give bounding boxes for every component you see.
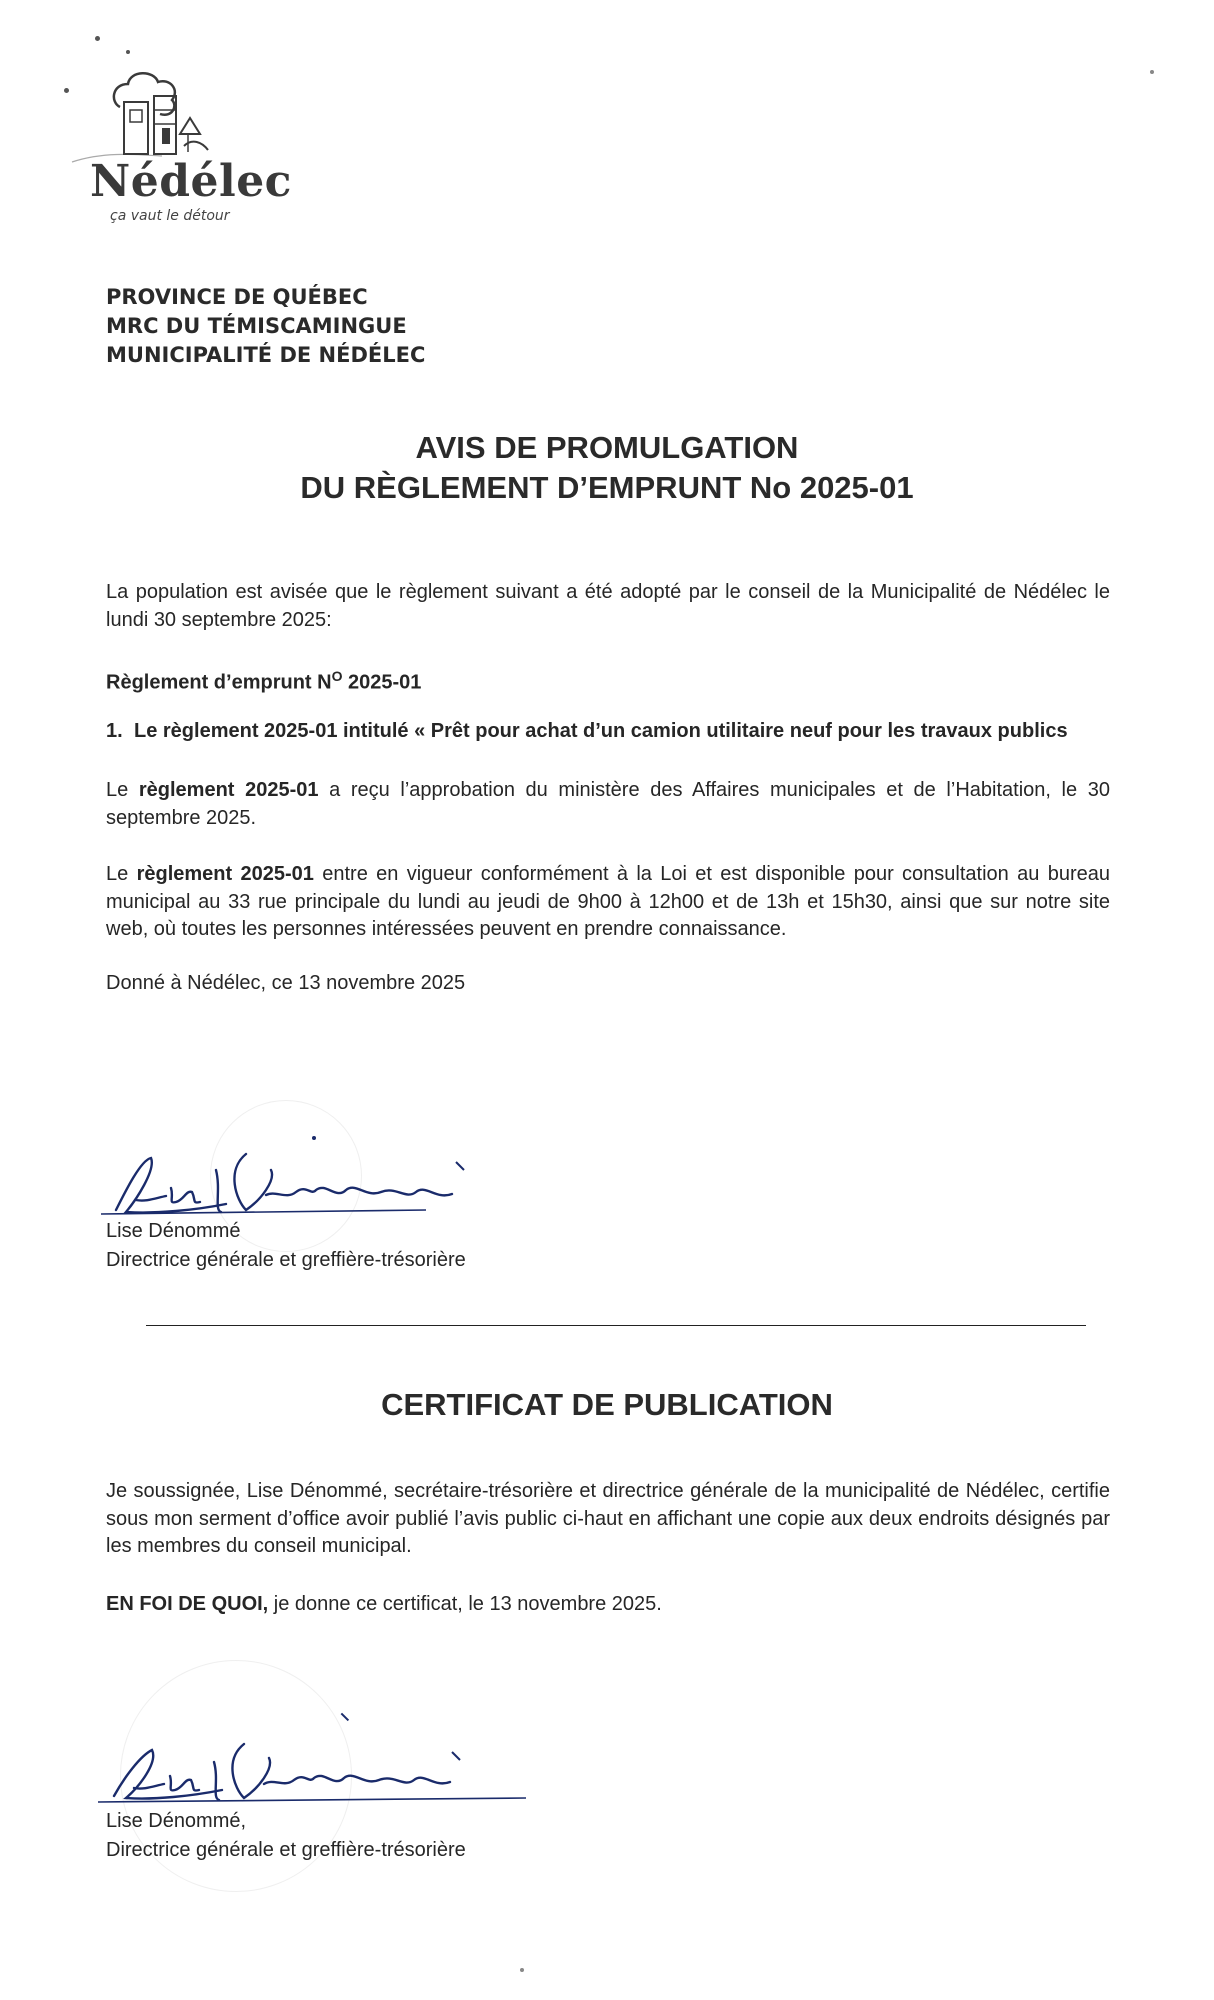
logo-wordmark: Nédélec — [90, 156, 292, 207]
scan-speck — [520, 1968, 524, 1972]
certificate-attestation — [106, 1591, 1110, 1619]
list-item-number: 1. — [106, 720, 123, 742]
reglement-heading — [106, 663, 1110, 697]
notice-title — [0, 428, 1214, 508]
reglement-superscript: O — [331, 668, 343, 684]
vigueur-paragraph — [106, 861, 1110, 944]
approval-prefix: Le — [106, 779, 139, 801]
header-province: PROVINCE DE QUÉBEC — [106, 285, 368, 309]
certificate-signer-role: Directrice générale et greffière-trésorière — [106, 1839, 466, 1861]
reglement-label: Règlement d’emprunt N — [106, 671, 332, 694]
handwritten-signature-icon — [96, 1140, 526, 1230]
reglement-list-item — [106, 718, 1110, 746]
municipality-logo — [62, 62, 292, 232]
certificate-title: CERTIFICAT DE PUBLICATION — [381, 1387, 833, 1422]
approval-paragraph — [106, 777, 1110, 832]
signer-role: Directrice générale et greffière-trésorière — [106, 1249, 466, 1271]
jurisdiction-header — [106, 283, 706, 370]
scan-speck — [1150, 70, 1154, 74]
approval-text: a reçu l’approbation du ministère des Affaires municipales et de l’Habitation, le 30 septembre 2025. — [106, 779, 1110, 829]
vigueur-reglement: règlement 2025-01 — [136, 863, 314, 885]
notice-title-line1: AVIS DE PROMULGATION — [415, 430, 799, 465]
header-mrc: MRC DU TÉMISCAMINGUE — [106, 314, 407, 338]
certificate-signer-name: Lise Dénommé, — [106, 1810, 247, 1832]
certificate-body: Je soussignée, Lise Dénommé, secrétaire-trésorière et directrice générale de la municipalité de Nédélec, certifie sous mon serment d’office avoir publié l’avis public ci-haut en affichant une copie aux deux endroits désignés par les membres du conseil municipal. — [106, 1480, 1110, 1557]
reglement-number: 2025-01 — [342, 671, 422, 694]
ink-mark — [341, 1713, 349, 1721]
attestation-text: je donne ce certificat, le 13 novembre 2025. — [268, 1593, 662, 1615]
ink-dot — [312, 1136, 316, 1140]
vigueur-prefix: Le — [106, 863, 137, 885]
handwritten-signature-icon — [96, 1726, 526, 1816]
vigueur-text: entre en vigueur conformément à la Loi et est disponible pour consultation au bureau municipal au 33 rue principale du lundi au jeudi de 9h00 à 12h00 et de 13h et 15h30, ainsi que sur notre site web, où toutes les personnes intéressées peuvent en prendre connaissance. — [106, 863, 1110, 940]
attestation-bold: EN FOI DE QUOI, — [106, 1593, 269, 1615]
list-item-text: Le règlement 2025-01 intitulé « Prêt pour achat d’un camion utilitaire neuf pour les travaux publics — [134, 720, 1068, 742]
scan-speck — [126, 50, 130, 54]
intro-paragraph: La population est avisée que le règlement suivant a été adopté par le conseil de la Municipalité de Nédélec le lundi 30 septembre 2025: — [106, 581, 1110, 631]
signer-name: Lise Dénommé — [106, 1220, 241, 1242]
section-divider — [146, 1325, 1086, 1326]
given-date: Donné à Nédélec, ce 13 novembre 2025 — [106, 972, 466, 994]
approval-reglement: règlement 2025-01 — [138, 779, 319, 801]
logo-tagline: ça vaut le détour — [110, 208, 230, 224]
notice-title-line2: DU RÈGLEMENT D’EMPRUNT No 2025-01 — [300, 470, 914, 505]
header-municipality: MUNICIPALITÉ DE NÉDÉLEC — [106, 343, 426, 367]
scan-speck — [95, 36, 100, 41]
